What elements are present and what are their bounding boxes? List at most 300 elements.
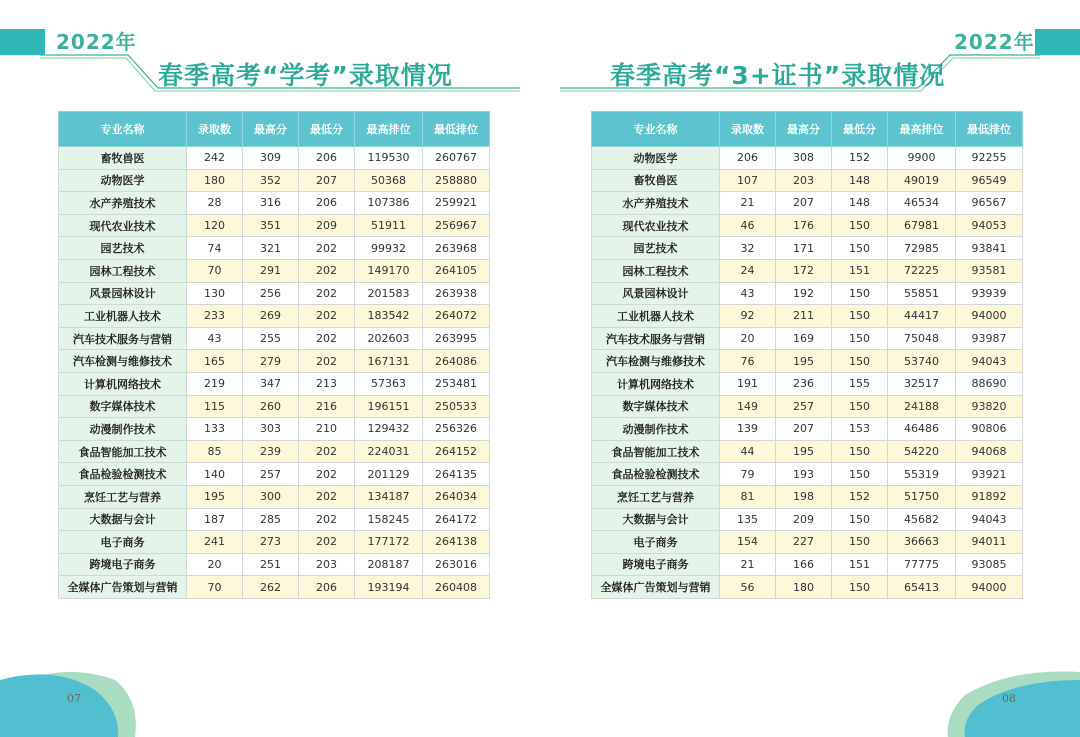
- value-cell: 309: [243, 147, 299, 170]
- major-name-cell: 现代农业技术: [592, 214, 720, 237]
- table-row: [592, 192, 1023, 215]
- value-cell: 81: [720, 485, 776, 508]
- table-row: [59, 508, 490, 531]
- value-cell: 260: [243, 395, 299, 418]
- value-cell: 264086: [423, 350, 490, 373]
- value-cell: 171: [776, 237, 832, 260]
- column-header: 最高分: [243, 112, 299, 147]
- column-header: 录取数: [720, 112, 776, 147]
- value-cell: 202: [299, 440, 355, 463]
- value-cell: 67981: [888, 214, 956, 237]
- value-cell: 129432: [355, 418, 423, 441]
- major-name-cell: 数字媒体技术: [59, 395, 187, 418]
- table-row: [592, 305, 1023, 328]
- value-cell: 224031: [355, 440, 423, 463]
- table-row: [592, 418, 1023, 441]
- table-row: [592, 237, 1023, 260]
- value-cell: 260767: [423, 147, 490, 170]
- value-cell: 150: [832, 440, 888, 463]
- major-name-cell: 风景园林设计: [592, 282, 720, 305]
- value-cell: 120: [187, 214, 243, 237]
- major-name-cell: 园艺技术: [59, 237, 187, 260]
- table-row: [592, 553, 1023, 576]
- value-cell: 150: [832, 282, 888, 305]
- value-cell: 24188: [888, 395, 956, 418]
- value-cell: 56: [720, 576, 776, 599]
- value-cell: 256967: [423, 214, 490, 237]
- value-cell: 180: [776, 576, 832, 599]
- value-cell: 91892: [956, 485, 1023, 508]
- major-name-cell: 水产养殖技术: [59, 192, 187, 215]
- value-cell: 193: [776, 463, 832, 486]
- value-cell: 54220: [888, 440, 956, 463]
- value-cell: 32517: [888, 372, 956, 395]
- value-cell: 135: [720, 508, 776, 531]
- value-cell: 93085: [956, 553, 1023, 576]
- value-cell: 139: [720, 418, 776, 441]
- major-name-cell: 食品智能加工技术: [592, 440, 720, 463]
- value-cell: 202: [299, 350, 355, 373]
- major-name-cell: 畜牧兽医: [59, 147, 187, 170]
- value-cell: 269: [243, 305, 299, 328]
- value-cell: 74: [187, 237, 243, 260]
- value-cell: 150: [832, 214, 888, 237]
- value-cell: 202: [299, 327, 355, 350]
- value-cell: 55319: [888, 463, 956, 486]
- value-cell: 43: [720, 282, 776, 305]
- value-cell: 202: [299, 259, 355, 282]
- value-cell: 236: [776, 372, 832, 395]
- column-header: 最低分: [832, 112, 888, 147]
- value-cell: 150: [832, 576, 888, 599]
- major-name-cell: 全媒体广告策划与营销: [59, 576, 187, 599]
- value-cell: 44: [720, 440, 776, 463]
- value-cell: 264138: [423, 531, 490, 554]
- value-cell: 213: [299, 372, 355, 395]
- value-cell: 195: [187, 485, 243, 508]
- column-header: 录取数: [187, 112, 243, 147]
- value-cell: 257: [776, 395, 832, 418]
- value-cell: 207: [776, 418, 832, 441]
- value-cell: 227: [776, 531, 832, 554]
- value-cell: 94000: [956, 576, 1023, 599]
- value-cell: 93820: [956, 395, 1023, 418]
- table-row: [592, 214, 1023, 237]
- value-cell: 150: [832, 395, 888, 418]
- value-cell: 202: [299, 485, 355, 508]
- value-cell: 263016: [423, 553, 490, 576]
- value-cell: 152: [832, 147, 888, 170]
- value-cell: 193194: [355, 576, 423, 599]
- major-name-cell: 大数据与会计: [592, 508, 720, 531]
- table-row: [592, 282, 1023, 305]
- value-cell: 195: [776, 350, 832, 373]
- value-cell: 233: [187, 305, 243, 328]
- value-cell: 209: [776, 508, 832, 531]
- major-name-cell: 园林工程技术: [59, 259, 187, 282]
- value-cell: 77775: [888, 553, 956, 576]
- value-cell: 46534: [888, 192, 956, 215]
- value-cell: 259921: [423, 192, 490, 215]
- left-page-number: 07: [67, 692, 81, 705]
- value-cell: 191: [720, 372, 776, 395]
- major-name-cell: 园艺技术: [592, 237, 720, 260]
- value-cell: 36663: [888, 531, 956, 554]
- value-cell: 20: [720, 327, 776, 350]
- column-header: 最高排位: [888, 112, 956, 147]
- left-header-accent: [0, 29, 45, 55]
- left-admission-table: [58, 111, 490, 599]
- major-name-cell: 水产养殖技术: [592, 192, 720, 215]
- table-row: [592, 147, 1023, 170]
- major-name-cell: 现代农业技术: [59, 214, 187, 237]
- value-cell: 51750: [888, 485, 956, 508]
- value-cell: 260408: [423, 576, 490, 599]
- value-cell: 94043: [956, 508, 1023, 531]
- column-header: 最高排位: [355, 112, 423, 147]
- value-cell: 99932: [355, 237, 423, 260]
- value-cell: 219: [187, 372, 243, 395]
- value-cell: 263968: [423, 237, 490, 260]
- value-cell: 216: [299, 395, 355, 418]
- value-cell: 53740: [888, 350, 956, 373]
- value-cell: 92: [720, 305, 776, 328]
- value-cell: 57363: [355, 372, 423, 395]
- value-cell: 92255: [956, 147, 1023, 170]
- table-header-row: [59, 112, 490, 147]
- left-year: 2022年: [56, 30, 137, 54]
- major-name-cell: 动物医学: [592, 147, 720, 170]
- value-cell: 93987: [956, 327, 1023, 350]
- value-cell: 207: [776, 192, 832, 215]
- value-cell: 28: [187, 192, 243, 215]
- table-row: [592, 531, 1023, 554]
- value-cell: 50368: [355, 169, 423, 192]
- value-cell: 150: [832, 327, 888, 350]
- value-cell: 198: [776, 485, 832, 508]
- value-cell: 351: [243, 214, 299, 237]
- major-name-cell: 数字媒体技术: [592, 395, 720, 418]
- table-row: [592, 576, 1023, 599]
- major-name-cell: 动物医学: [59, 169, 187, 192]
- value-cell: 151: [832, 553, 888, 576]
- value-cell: 258880: [423, 169, 490, 192]
- value-cell: 119530: [355, 147, 423, 170]
- value-cell: 250533: [423, 395, 490, 418]
- value-cell: 263995: [423, 327, 490, 350]
- value-cell: 210: [299, 418, 355, 441]
- value-cell: 76: [720, 350, 776, 373]
- value-cell: 203: [776, 169, 832, 192]
- value-cell: 195: [776, 440, 832, 463]
- value-cell: 180: [187, 169, 243, 192]
- value-cell: 256326: [423, 418, 490, 441]
- value-cell: 208187: [355, 553, 423, 576]
- value-cell: 93921: [956, 463, 1023, 486]
- table-row: [592, 169, 1023, 192]
- value-cell: 165: [187, 350, 243, 373]
- table-row: [592, 259, 1023, 282]
- column-header: 最低分: [299, 112, 355, 147]
- value-cell: 264072: [423, 305, 490, 328]
- major-name-cell: 电子商务: [59, 531, 187, 554]
- table-row: [59, 485, 490, 508]
- value-cell: 72985: [888, 237, 956, 260]
- value-cell: 201129: [355, 463, 423, 486]
- value-cell: 303: [243, 418, 299, 441]
- value-cell: 152: [832, 485, 888, 508]
- value-cell: 149170: [355, 259, 423, 282]
- value-cell: 202: [299, 508, 355, 531]
- major-name-cell: 食品检验检测技术: [592, 463, 720, 486]
- value-cell: 150: [832, 463, 888, 486]
- table-row: [59, 305, 490, 328]
- major-name-cell: 计算机网络技术: [59, 372, 187, 395]
- value-cell: 273: [243, 531, 299, 554]
- major-name-cell: 计算机网络技术: [592, 372, 720, 395]
- table-row: [59, 440, 490, 463]
- value-cell: 158245: [355, 508, 423, 531]
- value-cell: 264172: [423, 508, 490, 531]
- value-cell: 107: [720, 169, 776, 192]
- value-cell: 321: [243, 237, 299, 260]
- table-row: [59, 531, 490, 554]
- table-row: [59, 214, 490, 237]
- value-cell: 150: [832, 508, 888, 531]
- value-cell: 242: [187, 147, 243, 170]
- value-cell: 308: [776, 147, 832, 170]
- value-cell: 206: [720, 147, 776, 170]
- value-cell: 285: [243, 508, 299, 531]
- value-cell: 196151: [355, 395, 423, 418]
- value-cell: 140: [187, 463, 243, 486]
- value-cell: 150: [832, 305, 888, 328]
- value-cell: 45682: [888, 508, 956, 531]
- table-row: [592, 485, 1023, 508]
- value-cell: 211: [776, 305, 832, 328]
- value-cell: 166: [776, 553, 832, 576]
- value-cell: 300: [243, 485, 299, 508]
- value-cell: 93841: [956, 237, 1023, 260]
- value-cell: 203: [299, 553, 355, 576]
- value-cell: 70: [187, 259, 243, 282]
- value-cell: 206: [299, 576, 355, 599]
- major-name-cell: 烹饪工艺与营养: [59, 485, 187, 508]
- major-name-cell: 食品检验检测技术: [59, 463, 187, 486]
- value-cell: 241: [187, 531, 243, 554]
- value-cell: 134187: [355, 485, 423, 508]
- value-cell: 347: [243, 372, 299, 395]
- table-row: [592, 508, 1023, 531]
- right-admission-table: [591, 111, 1023, 599]
- value-cell: 85: [187, 440, 243, 463]
- value-cell: 155: [832, 372, 888, 395]
- value-cell: 206: [299, 192, 355, 215]
- value-cell: 94043: [956, 350, 1023, 373]
- major-name-cell: 畜牧兽医: [592, 169, 720, 192]
- value-cell: 44417: [888, 305, 956, 328]
- column-header: 专业名称: [592, 112, 720, 147]
- value-cell: 148: [832, 192, 888, 215]
- column-header: 最低排位: [423, 112, 490, 147]
- value-cell: 94000: [956, 305, 1023, 328]
- column-header: 最低排位: [956, 112, 1023, 147]
- value-cell: 251: [243, 553, 299, 576]
- value-cell: 291: [243, 259, 299, 282]
- table-row: [59, 192, 490, 215]
- value-cell: 148: [832, 169, 888, 192]
- value-cell: 150: [832, 237, 888, 260]
- table-row: [592, 395, 1023, 418]
- value-cell: 253481: [423, 372, 490, 395]
- table-row: [59, 418, 490, 441]
- value-cell: 9900: [888, 147, 956, 170]
- major-name-cell: 动漫制作技术: [59, 418, 187, 441]
- right-title: 春季高考“3+证书”录取情况: [610, 61, 946, 90]
- table-row: [59, 259, 490, 282]
- major-name-cell: 跨境电子商务: [59, 553, 187, 576]
- value-cell: 65413: [888, 576, 956, 599]
- major-name-cell: 大数据与会计: [59, 508, 187, 531]
- table-row: [592, 350, 1023, 373]
- table-row: [59, 553, 490, 576]
- value-cell: 94011: [956, 531, 1023, 554]
- table-row: [592, 327, 1023, 350]
- value-cell: 51911: [355, 214, 423, 237]
- value-cell: 115: [187, 395, 243, 418]
- major-name-cell: 汽车检测与维修技术: [59, 350, 187, 373]
- value-cell: 55851: [888, 282, 956, 305]
- value-cell: 279: [243, 350, 299, 373]
- value-cell: 88690: [956, 372, 1023, 395]
- value-cell: 151: [832, 259, 888, 282]
- value-cell: 202603: [355, 327, 423, 350]
- value-cell: 201583: [355, 282, 423, 305]
- value-cell: 21: [720, 192, 776, 215]
- value-cell: 183542: [355, 305, 423, 328]
- value-cell: 72225: [888, 259, 956, 282]
- value-cell: 49019: [888, 169, 956, 192]
- value-cell: 255: [243, 327, 299, 350]
- value-cell: 133: [187, 418, 243, 441]
- value-cell: 202: [299, 463, 355, 486]
- value-cell: 154: [720, 531, 776, 554]
- table-row: [59, 463, 490, 486]
- table-row: [59, 169, 490, 192]
- major-name-cell: 全媒体广告策划与营销: [592, 576, 720, 599]
- value-cell: 262: [243, 576, 299, 599]
- right-page-number: 08: [1002, 692, 1016, 705]
- value-cell: 24: [720, 259, 776, 282]
- major-name-cell: 汽车检测与维修技术: [592, 350, 720, 373]
- table-row: [59, 350, 490, 373]
- table-row: [59, 395, 490, 418]
- left-title: 春季高考“学考”录取情况: [158, 61, 453, 90]
- value-cell: 169: [776, 327, 832, 350]
- value-cell: 264034: [423, 485, 490, 508]
- value-cell: 264105: [423, 259, 490, 282]
- major-name-cell: 动漫制作技术: [592, 418, 720, 441]
- value-cell: 209: [299, 214, 355, 237]
- column-header: 专业名称: [59, 112, 187, 147]
- value-cell: 177172: [355, 531, 423, 554]
- major-name-cell: 汽车技术服务与营销: [59, 327, 187, 350]
- value-cell: 79: [720, 463, 776, 486]
- table-row: [59, 147, 490, 170]
- value-cell: 96567: [956, 192, 1023, 215]
- table-row: [59, 576, 490, 599]
- value-cell: 46486: [888, 418, 956, 441]
- value-cell: 172: [776, 259, 832, 282]
- table-header-row: [592, 112, 1023, 147]
- value-cell: 46: [720, 214, 776, 237]
- value-cell: 264152: [423, 440, 490, 463]
- value-cell: 206: [299, 147, 355, 170]
- value-cell: 202: [299, 531, 355, 554]
- value-cell: 21: [720, 553, 776, 576]
- value-cell: 94053: [956, 214, 1023, 237]
- value-cell: 264135: [423, 463, 490, 486]
- value-cell: 187: [187, 508, 243, 531]
- major-name-cell: 电子商务: [592, 531, 720, 554]
- right-header-accent: [1035, 29, 1080, 55]
- value-cell: 93581: [956, 259, 1023, 282]
- right-year: 2022年: [954, 30, 1035, 54]
- value-cell: 207: [299, 169, 355, 192]
- major-name-cell: 工业机器人技术: [592, 305, 720, 328]
- value-cell: 352: [243, 169, 299, 192]
- major-name-cell: 工业机器人技术: [59, 305, 187, 328]
- value-cell: 256: [243, 282, 299, 305]
- major-name-cell: 食品智能加工技术: [59, 440, 187, 463]
- value-cell: 192: [776, 282, 832, 305]
- value-cell: 202: [299, 282, 355, 305]
- table-row: [59, 282, 490, 305]
- column-header: 最高分: [776, 112, 832, 147]
- value-cell: 20: [187, 553, 243, 576]
- value-cell: 130: [187, 282, 243, 305]
- major-name-cell: 汽车技术服务与营销: [592, 327, 720, 350]
- value-cell: 202: [299, 305, 355, 328]
- value-cell: 43: [187, 327, 243, 350]
- table-row: [59, 372, 490, 395]
- value-cell: 167131: [355, 350, 423, 373]
- value-cell: 32: [720, 237, 776, 260]
- value-cell: 316: [243, 192, 299, 215]
- table-row: [59, 237, 490, 260]
- value-cell: 176: [776, 214, 832, 237]
- value-cell: 93939: [956, 282, 1023, 305]
- table-row: [592, 372, 1023, 395]
- major-name-cell: 风景园林设计: [59, 282, 187, 305]
- value-cell: 96549: [956, 169, 1023, 192]
- table-row: [59, 327, 490, 350]
- value-cell: 263938: [423, 282, 490, 305]
- value-cell: 90806: [956, 418, 1023, 441]
- value-cell: 107386: [355, 192, 423, 215]
- value-cell: 94068: [956, 440, 1023, 463]
- value-cell: 70: [187, 576, 243, 599]
- major-name-cell: 烹饪工艺与营养: [592, 485, 720, 508]
- value-cell: 150: [832, 350, 888, 373]
- value-cell: 257: [243, 463, 299, 486]
- value-cell: 239: [243, 440, 299, 463]
- value-cell: 202: [299, 237, 355, 260]
- value-cell: 153: [832, 418, 888, 441]
- major-name-cell: 跨境电子商务: [592, 553, 720, 576]
- major-name-cell: 园林工程技术: [592, 259, 720, 282]
- table-row: [592, 463, 1023, 486]
